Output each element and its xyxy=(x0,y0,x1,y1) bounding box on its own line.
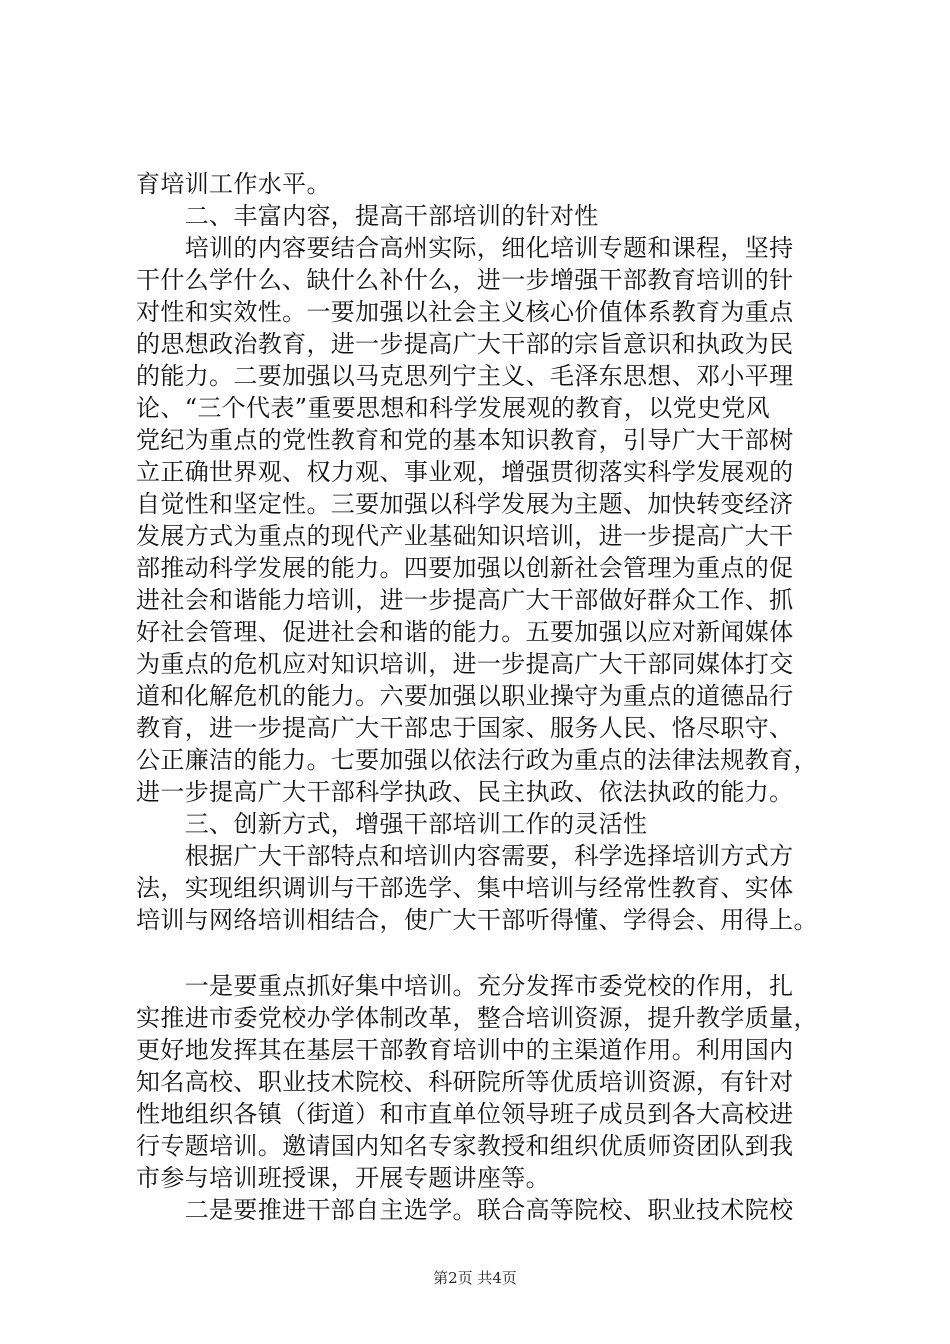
section-heading-2: 二、丰富内容，提高干部培训的针对性 xyxy=(136,202,599,230)
text-line: 培训的内容要结合高州实际，细化培训专题和课程，坚持 xyxy=(136,234,794,262)
text-line: 论、“三个代表”重要思想和科学发展观的教育，以党史党风 xyxy=(136,394,770,422)
text-line: 干什么学什么、缺什么补什么，进一步增强干部教育培训的针 xyxy=(136,266,794,294)
text-line: 育培训工作水平。 xyxy=(136,170,331,198)
text-line: 的能力。二要加强以马克思列宁主义、毛泽东思想、邓小平理 xyxy=(136,362,794,390)
body-text xyxy=(136,168,848,1226)
text-line: 知名高校、职业技术院校、科研院所等优质培训资源，有针对 xyxy=(136,1068,794,1096)
text-line: 党纪为重点的党性教育和党的基本知识教育，引导广大干部树 xyxy=(136,426,794,454)
text-line: 法，实现组织调训与干部选学、集中培训与经常性教育、实体 xyxy=(136,874,794,902)
text-line: 实推进市委党校办学体制改革，整合培训资源，提升教学质量， xyxy=(136,1004,818,1032)
text-line: 二是要推进干部自主选学。联合高等院校、职业技术院校 xyxy=(136,1196,794,1224)
text-line: 好社会管理、促进社会和谐的能力。五要加强以应对新闻媒体 xyxy=(136,618,794,646)
text-line: 立正确世界观、权力观、事业观，增强贯彻落实科学发展观的 xyxy=(136,458,794,486)
page-number-footer: 第2页 共4页 xyxy=(433,1269,517,1287)
text-line: 道和化解危机的能力。六要加强以职业操守为重点的道德品行 xyxy=(136,682,794,710)
text-line: 市参与培训班授课，开展专题讲座等。 xyxy=(136,1164,550,1192)
text-line: 部推动科学发展的能力。四要加强以创新社会管理为重点的促 xyxy=(136,554,794,582)
paragraph-gap xyxy=(136,936,848,970)
text-line: 为重点的危机应对知识培训，进一步提高广大干部同媒体打交 xyxy=(136,650,794,678)
text-line: 自觉性和坚定性。三要加强以科学发展为主题、加快转变经济 xyxy=(136,490,794,518)
section-heading-3: 三、创新方式，增强干部培训工作的灵活性 xyxy=(136,810,648,838)
text-line: 教育，进一步提高广大干部忠于国家、服务人民、恪尽职守、 xyxy=(136,714,794,742)
text-line: 更好地发挥其在基层干部教育培训中的主渠道作用。利用国内 xyxy=(136,1036,794,1064)
text-line: 培训与网络培训相结合，使广大干部听得懂、学得会、用得上。 xyxy=(136,906,818,934)
text-line: 性地组织各镇（街道）和市直单位领导班子成员到各大高校进 xyxy=(136,1100,794,1128)
text-line: 进一步提高广大干部科学执政、民主执政、依法执政的能力。 xyxy=(136,778,794,806)
text-line: 的思想政治教育，进一步提高广大干部的宗旨意识和执政为民 xyxy=(136,330,794,358)
text-line: 公正廉洁的能力。七要加强以依法行政为重点的法律法规教育， xyxy=(136,746,818,774)
text-line: 对性和实效性。一要加强以社会主义核心价值体系教育为重点 xyxy=(136,298,794,326)
text-line: 进社会和谐能力培训，进一步提高广大干部做好群众工作、抓 xyxy=(136,586,794,614)
text-line: 一是要重点抓好集中培训。充分发挥市委党校的作用，扎 xyxy=(136,972,794,1000)
text-line: 发展方式为重点的现代产业基础知识培训，进一步提高广大干 xyxy=(136,522,794,550)
text-line: 根据广大干部特点和培训内容需要，科学选择培训方式方 xyxy=(136,842,794,870)
text-line: 行专题培训。邀请国内知名专家教授和组织优质师资团队到我 xyxy=(136,1132,794,1160)
